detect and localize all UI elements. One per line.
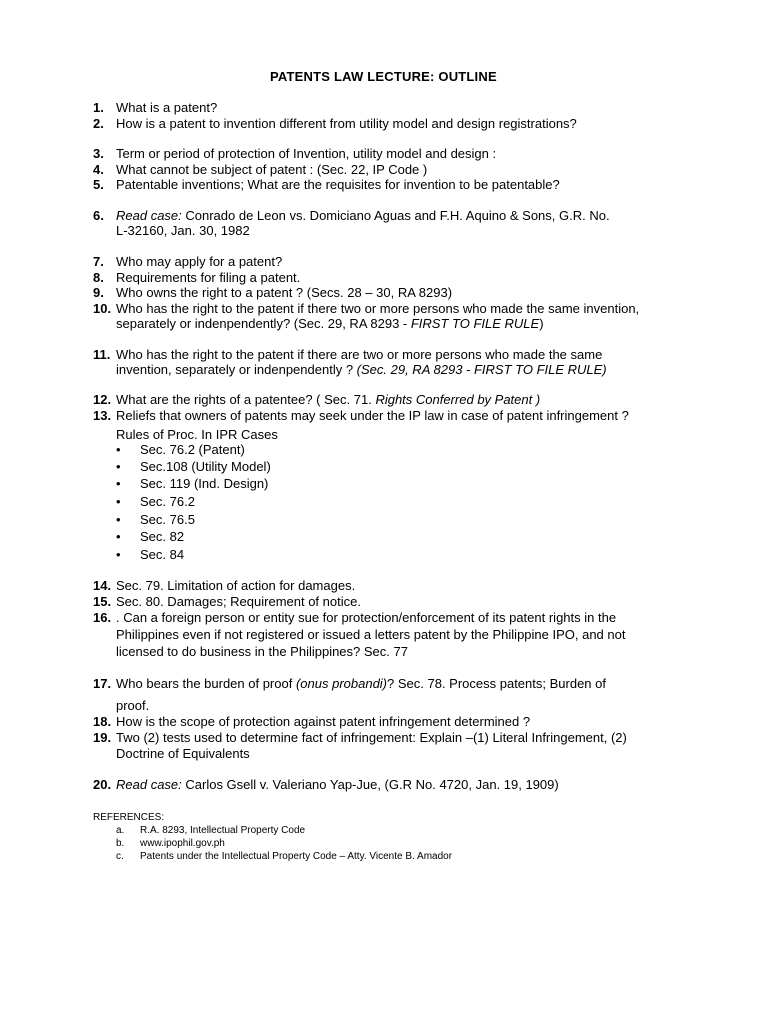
item-text-cont: licensed to do business in the Philippines? Sec. 77: [116, 644, 408, 659]
item-text-cont: invention, separately or indenpendently ?: [116, 362, 357, 377]
item-text: How is the scope of protection against patent infringement determined ?: [116, 714, 531, 729]
item-text-cont: separately or indenpendently? (Sec. 29, RA 8293 -: [116, 316, 411, 331]
item-number: 4.: [93, 162, 104, 177]
bullet-icon: •: [116, 512, 121, 527]
item-text: Who may apply for a patent?: [116, 254, 283, 269]
bullet-icon: •: [116, 459, 121, 474]
item-text: What is a patent?: [116, 100, 218, 115]
item-number: 19.: [93, 730, 112, 745]
item-text: Patentable inventions; What are the requisites for invention to be patentable?: [116, 177, 560, 192]
bullet-icon: •: [116, 529, 121, 544]
read-case-label: Read case:: [116, 777, 182, 792]
reference-text: Patents under the Intellectual Property Code – Atty. Vicente B. Amador: [140, 851, 453, 862]
bullet-text: Sec.108 (Utility Model): [140, 459, 271, 474]
onus-probandi: (onus probandi): [295, 676, 388, 691]
item-number: 6.: [93, 208, 104, 223]
reference-text: R.A. 8293, Intellectual Property Code: [140, 825, 306, 836]
bullet-text: Sec. 119 (Ind. Design): [140, 476, 269, 491]
bullet-text: Sec. 76.5: [140, 512, 195, 527]
page-title: PATENTS LAW LECTURE: OUTLINE: [270, 69, 497, 84]
item-number: 3.: [93, 146, 104, 161]
bullet-text: Sec. 76.2 (Patent): [140, 442, 245, 457]
item-text: . Can a foreign person or entity sue for protection/enforcement of its patent rights in the: [116, 610, 617, 625]
item-text: Two (2) tests used to determine fact of infringement: Explain –(1) Literal Infringement, (2): [116, 730, 627, 745]
item-text: How is a patent to invention different from utility model and design registrations?: [116, 116, 577, 131]
item-text: Term or period of protection of Invention, utility model and design :: [116, 146, 497, 161]
item-text-cont: L-32160, Jan. 30, 1982: [116, 223, 250, 238]
bullet-icon: •: [116, 494, 121, 509]
item-number: 7.: [93, 254, 104, 269]
item-number: 17.: [93, 676, 112, 691]
bullet-icon: •: [116, 547, 121, 562]
item-text: Who has the right to the patent if there two or more persons who made the same invention,: [116, 301, 640, 316]
item-number: 12.: [93, 392, 112, 407]
item-number: 8.: [93, 270, 104, 285]
item-text: What are the rights of a patentee? ( Sec. 71.: [116, 392, 376, 407]
item-text: Conrado de Leon vs. Domiciano Aguas and F.H. Aquino & Sons, G.R. No.: [181, 208, 610, 223]
section-citation: (Sec. 29, RA 8293 - FIRST TO FILE RULE): [356, 362, 607, 377]
item-text: Sec. 80. Damages; Requirement of notice.: [116, 594, 361, 609]
item-text: Who owns the right to a patent ? (Secs. 28 – 30, RA 8293): [116, 285, 453, 300]
reference-letter: c.: [116, 851, 124, 862]
item-number: 5.: [93, 177, 104, 192]
rights-conferred: Rights Conferred by Patent ): [375, 392, 541, 407]
item-number: 13.: [93, 408, 112, 423]
item-number: 14.: [93, 578, 112, 593]
first-to-file-rule: FIRST TO FILE RULE: [410, 316, 540, 331]
bullet-icon: •: [116, 476, 121, 491]
item-text: Who has the right to the patent if there are two or more persons who made the same: [116, 347, 603, 362]
reference-letter: a.: [116, 825, 125, 836]
references-heading: REFERENCES:: [93, 812, 165, 823]
item-text: Who bears the burden of proof: [116, 676, 296, 691]
item-number: 18.: [93, 714, 112, 729]
item-text-cont: Doctrine of Equivalents: [116, 746, 250, 761]
item-text-cont: Rules of Proc. In IPR Cases: [116, 427, 278, 442]
read-case-label: Read case:: [116, 208, 182, 223]
bullet-text: Sec. 82: [140, 529, 185, 544]
closing-paren: ): [539, 316, 544, 331]
item-text-cont: proof.: [116, 698, 150, 713]
reference-letter: b.: [116, 838, 125, 849]
item-text: What cannot be subject of patent : (Sec. 22, IP Code ): [116, 162, 428, 177]
item-text: Reliefs that owners of patents may seek under the IP law in case of patent infringement ?: [116, 408, 629, 423]
item-number: 1.: [93, 100, 104, 115]
item-text-tail: ? Sec. 78. Process patents; Burden of: [387, 676, 606, 691]
bullet-text: Sec. 76.2: [140, 494, 195, 509]
bullet-icon: •: [116, 442, 121, 457]
item-text: Requirements for filing a patent.: [116, 270, 301, 285]
item-number: 15.: [93, 594, 112, 609]
item-number: 2.: [93, 116, 104, 131]
item-number: 20.: [93, 777, 112, 792]
item-text: Carlos Gsell v. Valeriano Yap-Jue, (G.R No. 4720, Jan. 19, 1909): [181, 777, 559, 792]
item-text: Sec. 79. Limitation of action for damages.: [116, 578, 356, 593]
item-number: 16.: [93, 610, 112, 625]
item-number: 11.: [93, 347, 111, 362]
item-number: 10.: [93, 301, 112, 316]
item-text-cont: Philippines even if not registered or issued a letters patent by the Philippine IPO, and not: [116, 627, 626, 642]
reference-text: www.ipophil.gov.ph: [140, 838, 225, 849]
item-number: 9.: [93, 285, 104, 300]
bullet-text: Sec. 84: [140, 547, 185, 562]
